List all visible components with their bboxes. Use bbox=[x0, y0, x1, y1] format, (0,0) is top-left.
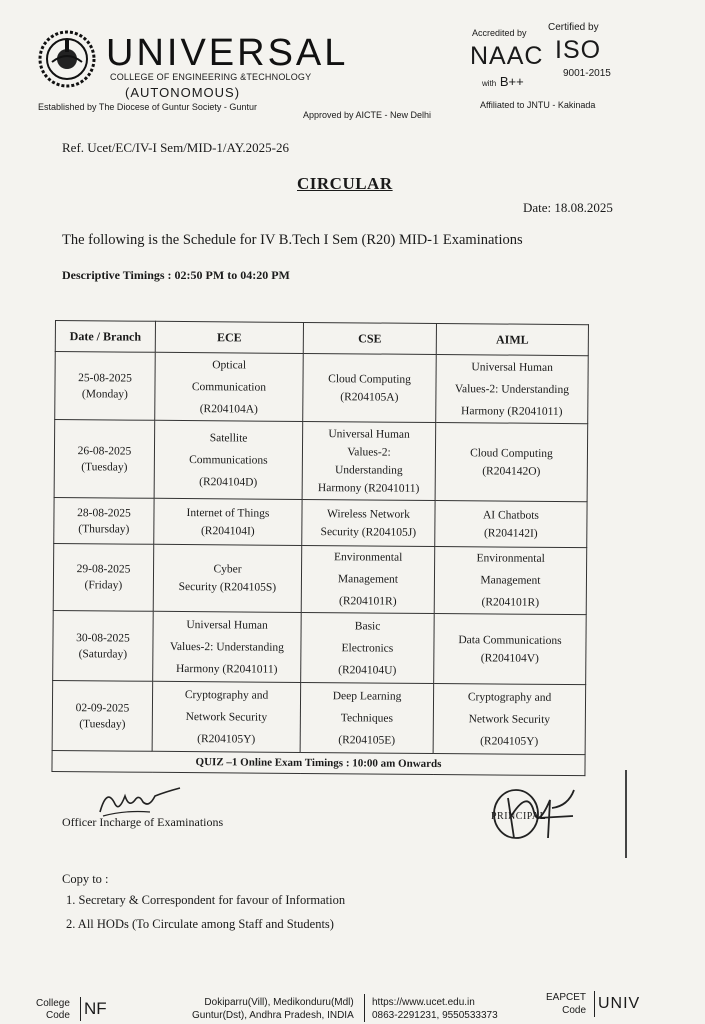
descriptive-timings: Descriptive Timings : 02:50 PM to 04:20 PM bbox=[62, 268, 290, 282]
subject-line: AI Chatbots bbox=[482, 508, 539, 522]
subject-line: (R204105Y) bbox=[480, 734, 539, 748]
subject-cell-aiml bbox=[435, 500, 587, 547]
footer-eapcet-label bbox=[546, 991, 586, 1017]
subject-cell-cse bbox=[301, 612, 435, 683]
subject-line: Data Communications bbox=[458, 633, 562, 647]
subject-line: Network Security bbox=[468, 712, 551, 726]
table-body bbox=[52, 352, 588, 755]
header-ece: ECE bbox=[155, 321, 303, 353]
subject-line: Universal Human bbox=[471, 360, 553, 374]
exam-date-cell bbox=[53, 610, 154, 681]
subject-line: Security (R204105S) bbox=[178, 580, 277, 594]
subject-line: Values-2: bbox=[347, 445, 391, 459]
header-date-branch: Date / Branch bbox=[55, 321, 155, 353]
exam-day: (Saturday) bbox=[78, 647, 128, 661]
subject-line: Cryptography and bbox=[184, 688, 269, 702]
grade-value: B++ bbox=[499, 74, 524, 89]
subject-line: Harmony (R2041011) bbox=[317, 481, 420, 495]
copy-to-item: 1. Secretary & Correspondent for favour of Information bbox=[66, 893, 346, 907]
subject-cell-ece bbox=[154, 498, 302, 545]
website-link[interactable]: https://www.ucet.edu.in bbox=[372, 997, 475, 1008]
exam-date-cell bbox=[54, 420, 155, 499]
affiliated-line: Affiliated to JNTU - Kakinada bbox=[480, 100, 596, 110]
subject-line: (R204105E) bbox=[338, 733, 396, 747]
intro-text: The following is the Schedule for IV B.Tech I Sem (R20) MID-1 Examinations bbox=[62, 232, 523, 248]
eapcet-label: EAPCET bbox=[546, 992, 587, 1003]
subject-cell-cse bbox=[302, 421, 436, 500]
subject-line: Cloud Computing bbox=[328, 372, 411, 386]
table-header-row bbox=[55, 321, 588, 356]
iso-number: 9001-2015 bbox=[563, 68, 611, 79]
quiz-timings: QUIZ –1 Online Exam Timings : 10:00 am Onwards bbox=[52, 750, 585, 775]
copy-to-item: 2. All HODs (To Circulate among Staff and Students) bbox=[66, 917, 334, 931]
exam-date: 25-08-2025 bbox=[78, 371, 132, 385]
exam-date: 30-08-2025 bbox=[76, 631, 130, 645]
subject-line: Values-2: Understanding bbox=[169, 640, 284, 654]
subject-cell-aiml bbox=[433, 683, 586, 754]
exam-day: (Thursday) bbox=[78, 522, 130, 536]
subject-line: (R204105Y) bbox=[197, 732, 256, 746]
subject-line: (R204101R) bbox=[481, 596, 540, 609]
header-cse: CSE bbox=[303, 322, 436, 354]
subject-line: (R204104U) bbox=[338, 663, 397, 677]
subject-line: (R204104I) bbox=[200, 524, 255, 538]
subject-cell-aiml bbox=[436, 354, 589, 423]
exam-day: (Monday) bbox=[81, 387, 128, 401]
exam-date-cell bbox=[53, 543, 154, 611]
subject-line: Environmental bbox=[476, 552, 545, 565]
subject-cell-cse bbox=[302, 499, 435, 546]
code-label: Code bbox=[46, 1010, 70, 1021]
grade-prefix: with bbox=[482, 79, 497, 88]
accredited-label: Accredited by bbox=[472, 28, 527, 38]
exam-day: (Tuesday) bbox=[79, 717, 126, 731]
subject-line: Electronics bbox=[341, 641, 394, 655]
subject-line: Communications bbox=[189, 453, 268, 467]
subject-cell-cse bbox=[301, 545, 435, 613]
subject-line: (R204104D) bbox=[199, 475, 258, 489]
footer-college-label bbox=[36, 998, 70, 1022]
subject-cell-ece bbox=[154, 420, 303, 499]
subject-line: (R204105A) bbox=[340, 390, 399, 404]
naac-grade bbox=[482, 74, 524, 89]
subject-cell-ece bbox=[153, 544, 302, 612]
address-line-1: Dokiparru(Vill), Medikonduru(Mdl) bbox=[204, 997, 354, 1008]
table-row bbox=[53, 543, 587, 614]
subject-cell-aiml bbox=[434, 613, 587, 684]
officer-title: Officer Incharge of Examinations bbox=[62, 815, 224, 829]
subject-line: Understanding bbox=[334, 463, 403, 477]
subject-cell-ece bbox=[155, 352, 304, 421]
exam-date: 26-08-2025 bbox=[77, 444, 132, 458]
table-row bbox=[52, 680, 586, 754]
college-label: College bbox=[36, 998, 70, 1009]
subject-line: Harmony (R2041011) bbox=[461, 404, 563, 418]
exam-date: 29-08-2025 bbox=[76, 563, 131, 576]
subject-line: (R204142O) bbox=[482, 464, 541, 478]
exam-day: (Friday) bbox=[84, 579, 123, 592]
footer-contact bbox=[372, 996, 498, 1022]
subject-line: (R204142I) bbox=[483, 526, 538, 540]
subject-line: (R204101R) bbox=[339, 595, 397, 608]
subject-line: Wireless Network bbox=[326, 507, 410, 521]
subject-line: Communication bbox=[191, 380, 267, 394]
subject-line: Universal Human bbox=[186, 618, 268, 632]
exam-day: (Tuesday) bbox=[81, 460, 128, 474]
subject-line: Security (R204105J) bbox=[320, 525, 417, 539]
eapcet-code: UNIV bbox=[594, 991, 640, 1017]
address-line-2: Guntur(Dst), Andhra Pradesh, INDIA bbox=[192, 1010, 354, 1021]
subject-line: Values-2: Understanding bbox=[454, 382, 570, 396]
subject-cell-cse bbox=[303, 353, 437, 422]
table-row bbox=[54, 497, 587, 547]
reference-number: Ref. Ucet/EC/IV-I Sem/MID-1/AY.2025-26 bbox=[62, 140, 290, 155]
phone-numbers: 0863-2291231, 9550533373 bbox=[372, 1010, 498, 1021]
subject-line: Cryptography and bbox=[467, 690, 552, 704]
subject-line: Universal Human bbox=[328, 427, 410, 441]
table-row bbox=[53, 610, 587, 684]
subject-line: Techniques bbox=[340, 711, 394, 725]
naac-label: NAAC bbox=[470, 42, 544, 70]
subject-cell-ece bbox=[152, 681, 301, 752]
subject-line: Network Security bbox=[185, 710, 268, 724]
subject-line: Harmony (R2041011) bbox=[175, 662, 278, 676]
subject-line: Environmental bbox=[333, 551, 403, 564]
college-logo-icon bbox=[38, 30, 96, 88]
subject-line: (R204104V) bbox=[480, 651, 539, 665]
exam-date: 02-09-2025 bbox=[75, 701, 130, 715]
copy-to-label: Copy to : bbox=[62, 872, 109, 886]
table-row bbox=[55, 352, 589, 424]
subject-line: Deep Learning bbox=[332, 689, 402, 703]
table-row bbox=[54, 420, 588, 502]
subject-line: (R204104A) bbox=[199, 402, 258, 416]
exam-date: 28-08-2025 bbox=[77, 506, 131, 520]
footer-address bbox=[192, 996, 354, 1022]
subject-line: Management bbox=[337, 573, 399, 586]
exam-date-cell bbox=[54, 497, 154, 544]
subject-line: Optical bbox=[212, 358, 247, 372]
college-subtitle: COLLEGE OF ENGINEERING &TECHNOLOGY bbox=[110, 72, 312, 82]
principal-title: PRINCIPAL bbox=[491, 811, 547, 822]
circular-date: Date: 18.08.2025 bbox=[523, 200, 613, 215]
exam-schedule-table bbox=[51, 320, 589, 776]
document-title: CIRCULAR bbox=[297, 174, 393, 193]
exam-date-cell bbox=[52, 680, 153, 751]
subject-cell-cse bbox=[300, 682, 434, 753]
subject-line: Cloud Computing bbox=[470, 446, 553, 460]
stamp-border bbox=[625, 770, 627, 858]
header-aiml: AIML bbox=[436, 323, 588, 355]
approved-line: Approved by AICTE - New Delhi bbox=[303, 110, 432, 120]
established-line: Established by The Diocese of Guntur Society - Guntur bbox=[38, 102, 257, 112]
footer-divider bbox=[364, 994, 365, 1022]
subject-cell-aiml bbox=[434, 546, 587, 614]
subject-line: Management bbox=[480, 574, 541, 587]
subject-line: Satellite bbox=[209, 431, 248, 445]
subject-line: Basic bbox=[354, 619, 381, 633]
iso-label: ISO bbox=[555, 36, 602, 64]
certified-label: Certified by bbox=[548, 22, 599, 33]
subject-line: Cyber bbox=[213, 563, 242, 576]
subject-cell-aiml bbox=[435, 422, 588, 501]
exam-date-cell bbox=[55, 352, 156, 421]
subject-line: Internet of Things bbox=[186, 506, 270, 520]
autonomous-label: (AUTONOMOUS) bbox=[125, 85, 241, 100]
quiz-row bbox=[52, 750, 585, 775]
eapcet-code-label: Code bbox=[562, 1005, 587, 1016]
college-code: NF bbox=[80, 997, 107, 1021]
subject-cell-ece bbox=[153, 611, 302, 682]
college-name: UNIVERSAL bbox=[106, 32, 349, 74]
